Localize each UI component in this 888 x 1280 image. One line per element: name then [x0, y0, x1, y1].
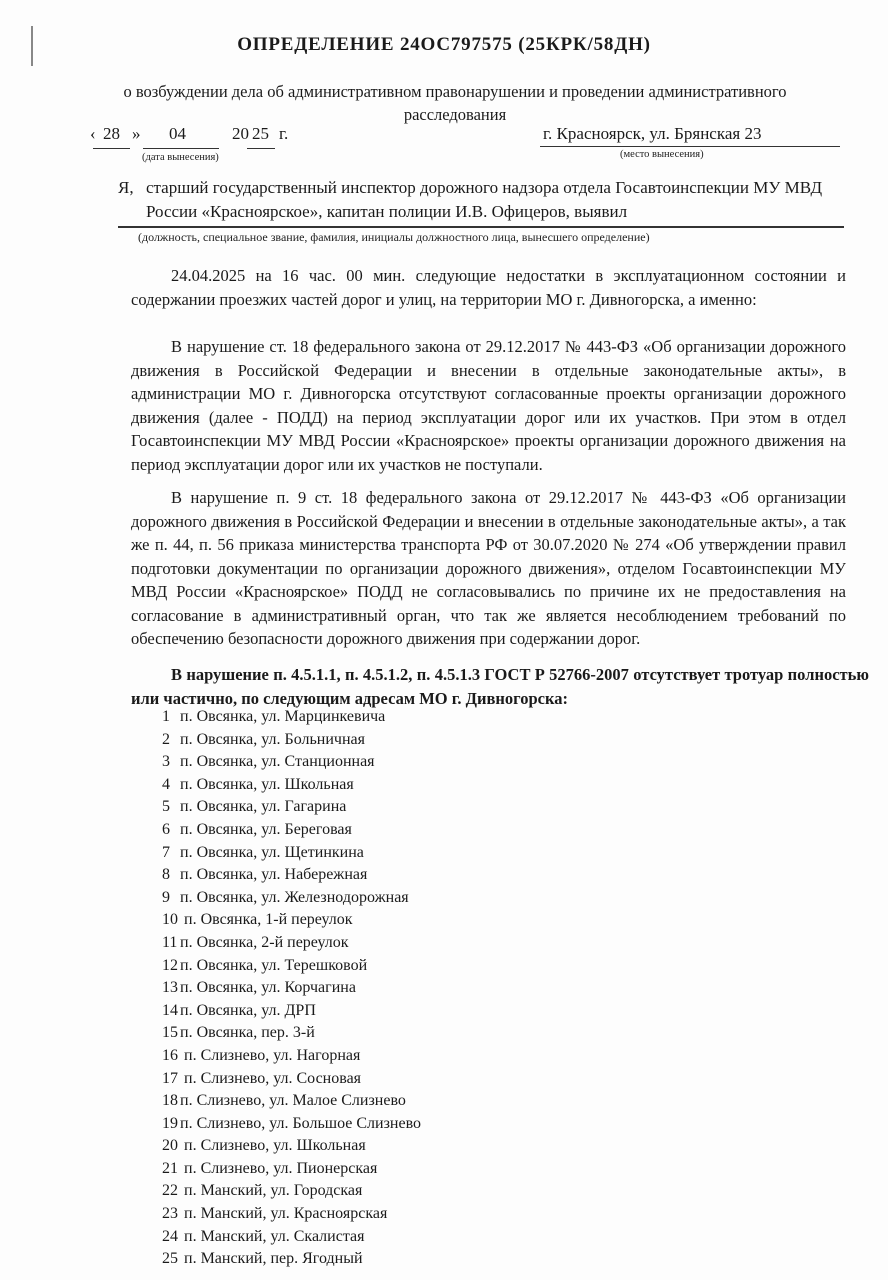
item-address: п. Манский, ул. Городская [184, 1182, 363, 1200]
item-address: п. Овсянка, ул. Железнодорожная [180, 888, 409, 906]
item-number: 18 [162, 1092, 178, 1110]
list-item [162, 1000, 421, 1023]
list-item [162, 1068, 421, 1091]
item-address: п. Овсянка, ул. Марцинкевича [180, 708, 386, 725]
official-underline [118, 226, 844, 228]
item-number: 8 [162, 866, 170, 884]
list-item [162, 729, 421, 752]
item-number: 5 [162, 798, 170, 816]
list-item [162, 932, 421, 955]
item-number: 19 [162, 1114, 178, 1132]
paragraph-violation-3: В нарушение п. 4.5.1.1, п. 4.5.1.2, п. 4.5.1.3 ГОСТ Р 52766-2007 отсутствует тротуар полностью или частично, по следующим адресам МО г. Дивногорска: [131, 665, 869, 708]
item-number: 7 [162, 843, 170, 861]
list-item [162, 1203, 421, 1226]
item-number: 6 [162, 820, 170, 838]
item-address: п. Слизнево, ул. Большое Слизнево [180, 1114, 422, 1132]
list-item [162, 909, 421, 932]
document-subtitle [60, 80, 850, 126]
document-title: ОПРЕДЕЛЕНИЕ 24ОС797575 (25КРК/58ДН) [237, 34, 651, 55]
item-number: 1 [162, 708, 170, 725]
item-address: п. Слизнево, ул. Малое Слизнево [180, 1092, 406, 1110]
item-number: 22 [162, 1182, 178, 1200]
date-month: 04 [169, 124, 186, 143]
list-item [162, 1248, 421, 1271]
list-item [162, 1022, 421, 1045]
item-address: п. Овсянка, ул. Набережная [180, 866, 368, 884]
item-number: 2 [162, 730, 170, 748]
item-number: 23 [162, 1205, 178, 1223]
item-address: п. Овсянка, ул. Береговая [180, 820, 352, 838]
item-address: п. Овсянка, ул. Больничная [180, 730, 365, 748]
item-number: 11 [162, 933, 178, 951]
list-item [162, 1180, 421, 1203]
item-number: 17 [162, 1069, 178, 1087]
item-number: 13 [162, 979, 178, 997]
list-item [162, 977, 421, 1000]
item-address: п. Слизнево, ул. Пионерская [184, 1159, 378, 1177]
place-underline [540, 146, 840, 147]
list-item [162, 1113, 421, 1136]
item-address: п. Овсянка, 2-й переулок [180, 933, 349, 951]
item-number: 10 [162, 911, 178, 929]
date-close-quote: » [132, 124, 141, 143]
date-suffix: г. [279, 124, 289, 143]
year-underline [247, 148, 275, 149]
official-prefix: Я, [118, 178, 134, 197]
day-underline [93, 148, 130, 149]
item-number: 3 [162, 753, 170, 771]
paragraph-violation-2: В нарушение п. 9 ст. 18 федерального закона от 29.12.2017 № 443-ФЗ «Об организации дорожного движения в Российской Федерации и внесении в отдельные законодательные акты», а так же п. 44, п. 56 приказа министерства транспорта РФ от 30.07.2020 № 274 «Об утверждении правил подготовки документации по организации дорожного движения», отделом Госавтоинспекции МУ МВД России «Красноярское» ПОДД не согласовывались по причине их не предоставления на согласование в административный орган, что так же является несоблюдением требований по обеспечению безопасности дорожного движения при содержании дорог. [131, 488, 846, 648]
list-item [162, 1158, 421, 1181]
paragraph-intro: 24.04.2025 на 16 час. 00 мин. следующие недостатки в эксплуатационном состоянии и содержании проезжих частей дорог и улиц, на территории МО г. Дивногорска, а именно: [131, 266, 846, 309]
list-item [162, 819, 421, 842]
item-address: п. Слизнево, ул. Школьная [184, 1137, 366, 1155]
list-item [162, 842, 421, 865]
date-year: 25 [252, 124, 269, 143]
month-underline [143, 148, 219, 149]
item-address: п. Слизнево, ул. Сосновая [184, 1069, 362, 1087]
item-number: 15 [162, 1024, 178, 1042]
date-open-quote: ‹ [90, 124, 96, 143]
subtitle-line-2: расследования [403, 105, 507, 124]
date-century: 20 [232, 124, 249, 143]
list-item [162, 1135, 421, 1158]
list-item [162, 774, 421, 797]
item-number: 14 [162, 1001, 178, 1019]
list-item [162, 1226, 421, 1249]
list-item [162, 864, 421, 887]
list-item [162, 955, 421, 978]
place-caption: (место вынесения) [620, 149, 704, 160]
item-number: 25 [162, 1250, 178, 1268]
list-item [162, 796, 421, 819]
item-number: 20 [162, 1137, 178, 1155]
list-item [162, 751, 421, 774]
item-address: п. Манский, ул. Красноярская [184, 1205, 388, 1223]
subtitle-line-1: о возбуждении дела об административном правонарушении и проведении административного [123, 82, 787, 101]
list-item [162, 1045, 421, 1068]
item-address: п. Овсянка, ул. Школьная [180, 775, 354, 793]
address-list [162, 706, 421, 1271]
item-number: 24 [162, 1227, 178, 1245]
item-number: 21 [162, 1159, 178, 1177]
item-number: 4 [162, 775, 170, 793]
item-address: п. Слизнево, ул. Нагорная [184, 1046, 361, 1064]
official-text: старший государственный инспектор дорожного надзора отдела Госавтоинспекции МУ МВД России «Красноярское», капитан полиции И.В. Офицеров, выявил [146, 178, 823, 221]
item-address: п. Овсянка, ул. Корчагина [180, 979, 356, 997]
item-number: 12 [162, 956, 178, 974]
list-item [162, 887, 421, 910]
list-item [162, 1090, 421, 1113]
item-address: п. Манский, ул. Скалистая [184, 1227, 365, 1245]
item-address: п. Овсянка, 1-й переулок [184, 911, 353, 929]
item-address: п. Овсянка, ул. Терешковой [180, 956, 368, 974]
item-number: 16 [162, 1046, 178, 1064]
item-address: п. Овсянка, ул. Гагарина [180, 798, 347, 816]
official-caption: (должность, специальное звание, фамилия, инициалы должностного лица, вынесшего определение) [138, 230, 650, 244]
date-day: 28 [103, 124, 120, 143]
item-address: п. Овсянка, ул. Станционная [180, 753, 375, 771]
list-item [162, 706, 421, 729]
item-address: п. Манский, пер. Ягодный [184, 1250, 363, 1268]
issue-place: г. Красноярск, ул. Брянская 23 [543, 124, 762, 143]
paragraph-violation-1: В нарушение ст. 18 федерального закона от 29.12.2017 № 443-ФЗ «Об организации дорожного движения в Российской Федерации и внесении в отдельные законодательные акты», в администрации МО г. Дивногорска отсутствуют согласованные проекты организации дорожного движения (далее - ПОДД) на период эксплуатации дорог или их участков. При этом в отдел Госавтоинспекции МУ МВД России «Красноярское» проекты организации дорожного движения на период эксплуатации дорог или их участков не поступали. [131, 337, 846, 474]
date-caption: (дата вынесения) [142, 152, 219, 163]
item-address: п. Овсянка, ул. ДРП [180, 1001, 316, 1019]
item-address: п. Овсянка, ул. Щетинкина [180, 843, 364, 861]
item-address: п. Овсянка, пер. 3-й [180, 1024, 315, 1042]
item-number: 9 [162, 888, 170, 906]
